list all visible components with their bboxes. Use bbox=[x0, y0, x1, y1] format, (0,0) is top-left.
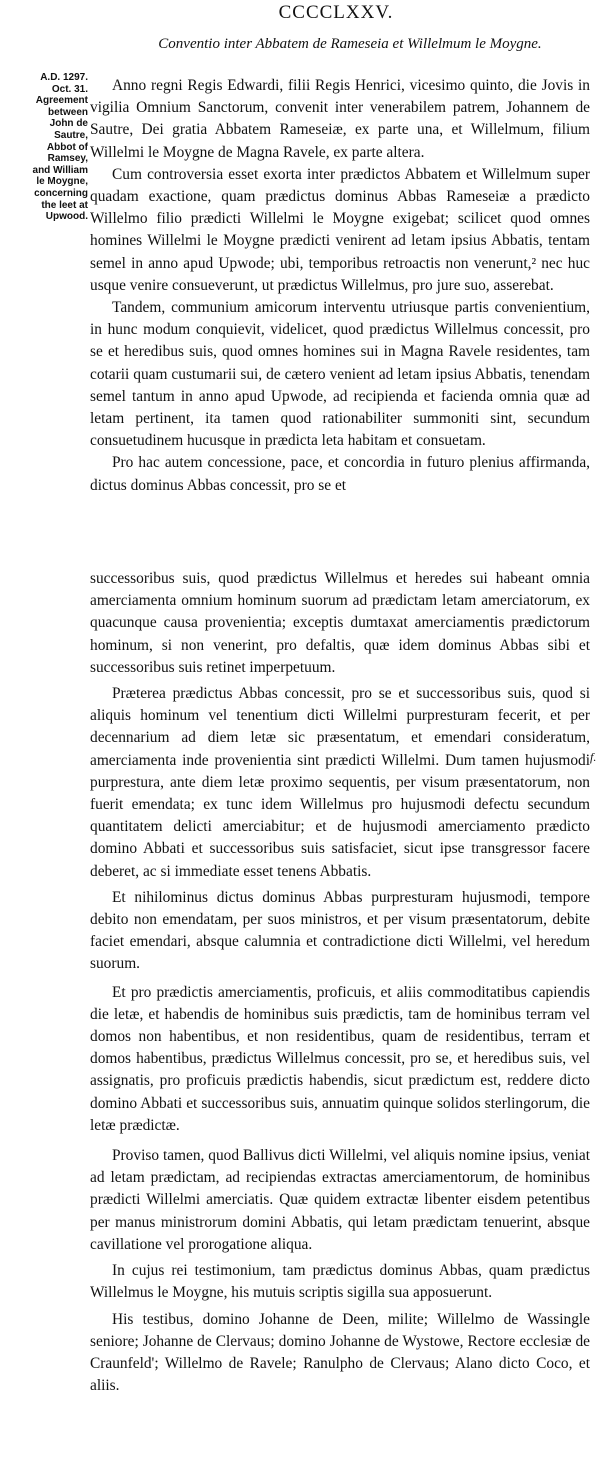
margin-note bbox=[2, 72, 88, 223]
margin-note-line: the leet at bbox=[41, 199, 88, 211]
paragraph: Præterea prædictus Abbas concessit, pro se et successoribus suis, quod si aliquis hominum vel tenentium dicti Willelmi purpresturam fecerit, et per decennarium ad diem letæ sic præsentatum, et emendari consideratum, amerciamenta inde provenientia sint prædicti Willelmi. Dum tamen hujusmodi purprestura, ante diem letæ proximo sequentis, per visum præsentatorum, non fuerit emendata; ex tunc idem Willelmus pro hujusmodi defectu secundum quantitatem delicti amerciabitur; et de hujusmodi amerciamento prædicto domino Abbati et successoribus suis satisfaciet, sicut ipse transgressor facere deberet, ac si immediate esset tenens Abbatis. bbox=[90, 685, 590, 880]
paragraph: His testibus, domino Johanne de Deen, milite; Willelmo de Wassingle seniore; Johanne de Clervaus; domino Johanne de Wystowe, Rectore ecclesiæ de Craunfeld'; Willelmo de Ravele; Ranulpho de Clervaus; Alano dicto Coco, et aliis. bbox=[90, 1310, 590, 1395]
paragraph: Tandem, communium amicorum interventu utriusque partis convenientium, in hunc modum conquievit, videlicet, quod prædictus Willelmus concessit, pro se et heredibus suis, quod omnes homines sui in Magna Ravele residentes, tam cotarii quam custumarii sui, de cætero venient ad letam ipsius Abbatis, tenendam semel tantum in anno apud Upwode, ad recipienda et facienda omnia quæ ad letam pertinent, ita tamen quod rationabiliter summoniti sint, secundum consuetudinem hucusque in prædicta leta habitam et consuetam. bbox=[90, 299, 590, 450]
margin-note-line: John de bbox=[49, 118, 88, 130]
paragraph: Proviso tamen, quod Ballivus dicti Willelmi, vel aliquis nomine ipsius, veniat ad letam prædictam, ad recipiendas extractas amerciamentorum, de hominibus prædicti Willelmi amerciatis. Quæ quidem extractæ libenter eisdem petentibus per manus ministrorum domini Abbatis, qui letam prædictam tenuerint, absque cavillatione vel prorogatione aliqua. bbox=[90, 1147, 590, 1253]
margin-note-line: Agreement bbox=[35, 95, 88, 107]
margin-note-line: Upwood. bbox=[45, 211, 88, 223]
paragraph: Pro hac autem concessione, pace, et concordia in futuro plenius affirmanda, dictus dominus Abbas concessit, pro se et bbox=[90, 454, 590, 494]
paragraph: Et nihilominus dictus dominus Abbas purpresturam hujusmodi, tempore debito non emendatam, per suos ministros, et per visum præsentatorum, debite faciet emendari, absque calumnia et contradictione dicti Willelmi, vel heredum suorum. bbox=[90, 888, 590, 973]
margin-note-line: concerning bbox=[34, 187, 88, 199]
margin-note-line: Oct. 31. bbox=[51, 83, 88, 95]
paragraph: Et pro prædictis amerciamentis, proficuis, et aliis commoditatibus capiendis die letæ, et habendis de hominibus suis prædictis, tam de hominibus terram vel domos non habentibus, et non residentibus, quam de residentibus, terram et domos habentibus, prædictus Willelmus concessit, pro se, et heredibus suis, vel assignatis, pro proficuis prædictis habendis, sicut prædictum est, reddere dicto domino Abbati et successoribus suis, annuatim quinque solidos sterlingorum, die letæ prædictæ. bbox=[90, 983, 590, 1134]
document-title: Conventio inter Abbatem de Rameseia et Willelmum le Moygne. bbox=[158, 36, 542, 52]
margin-note-line: A.D. 1297. bbox=[40, 72, 88, 83]
paragraph: Cum controversia esset exorta inter prædictos Abbatem et Willelmum super quadam exactione, quam prædictus dominus Abbas Rameseiæ a prædicto Willelmo filio prædicti Willelmi le Moygne exigebat; scilicet quod omnes homines Willelmi le Moygne prædicti venirent ad letam ipsius Abbatis, tentam semel in anno apud Upwode; ubi, temporibus retroactis non venerunt,² nec huc usque venire consueverunt, ut prædictus Willelmus, pro jure suo, asserebat. bbox=[90, 165, 590, 294]
margin-note-line: and William bbox=[32, 164, 88, 176]
margin-mark: f. bbox=[590, 750, 597, 764]
margin-note-line: Sautre, bbox=[54, 129, 88, 141]
paragraph: In cujus rei testimonium, tam prædictus dominus Abbas, quam prædictus Willelmus le Moygne, his mutuis scriptis sigilla sua apposuerunt. bbox=[90, 1262, 590, 1302]
body-text-lower bbox=[90, 568, 590, 1397]
paragraph: successoribus suis, quod prædictus Willelmus et heredes sui habeant omnia amerciamenta omnium hominum suorum ad prædictam letam amerciatorum, ex quacunque causa provenientia; exceptis dumtaxat amerciamentis prædictorum hominum, si non venerint, pro defaltis, quæ idem dominus Abbas sibi et successoribus suis retinet imperpetuum. bbox=[90, 570, 590, 676]
body-text-upper bbox=[90, 75, 590, 497]
margin-note-line: le Moygne, bbox=[36, 176, 88, 188]
margin-note-line: Ramsey, bbox=[47, 153, 88, 165]
margin-note-line: Abbot of bbox=[46, 141, 88, 153]
page-number: CCCCLXXV. bbox=[278, 2, 394, 23]
paragraph: Anno regni Regis Edwardi, filii Regis Henrici, vicesimo quinto, die Jovis in vigilia Omnium Sanctorum, convenit inter venerabilem patrem, Johannem de Sautre, Dei gratia Abbatem Rameseiæ, ex parte una, et Willelmum, filium Willelmi le Moygne de Magna Ravele, ex parte altera. bbox=[90, 77, 590, 161]
margin-note-line: between bbox=[47, 106, 88, 118]
